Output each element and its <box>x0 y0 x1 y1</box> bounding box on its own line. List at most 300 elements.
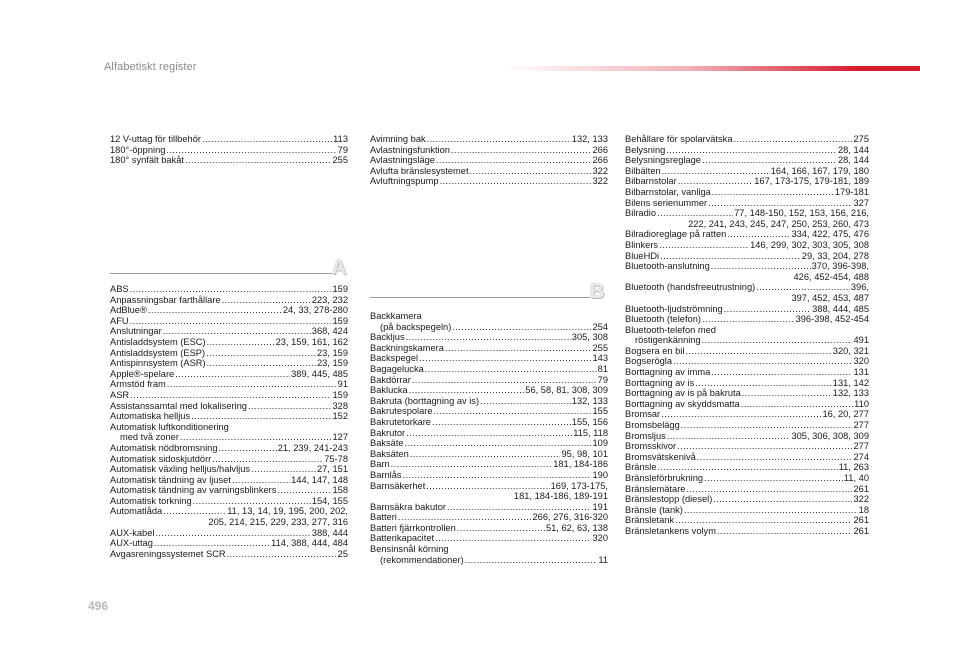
index-term: ABS <box>110 284 129 294</box>
index-entry <box>625 378 869 389</box>
index-entry <box>110 348 348 359</box>
index-page-refs: 79 <box>597 374 608 385</box>
dot-leader <box>227 549 337 560</box>
index-entry <box>625 409 869 420</box>
index-term: Bränsle <box>625 462 657 473</box>
dot-leader <box>697 452 853 463</box>
index-page-refs: 28, 144 <box>837 155 869 166</box>
dot-leader <box>741 399 853 410</box>
index-term: Backspegel <box>370 353 419 364</box>
index-entry <box>625 198 869 209</box>
index-page-refs: 396-398, 452-454 <box>795 314 869 325</box>
index-entry <box>625 367 869 378</box>
index-term: Bakruta (borttagning av is) <box>370 395 480 406</box>
index-term: Bogserögla <box>625 356 673 367</box>
index-entry <box>625 240 869 251</box>
index-term: AUX-kabel <box>110 527 155 538</box>
dot-leader <box>202 134 332 145</box>
dot-leader <box>427 134 571 145</box>
index-term: Bränsletankens volym <box>625 525 716 536</box>
index-entry <box>370 459 608 470</box>
index-entry <box>625 229 869 240</box>
index-term: Bilbarnstolar, vanliga <box>625 186 711 197</box>
index-entry-heading: Bensinsnål körning <box>370 544 449 555</box>
index-term: Bromsskivor <box>625 441 677 452</box>
index-page-refs: 11, 263 <box>838 462 869 473</box>
index-entry <box>110 326 348 337</box>
index-term: Bluetooth (handsfreeutrustning) <box>625 282 756 293</box>
index-term: Batteri <box>370 512 397 523</box>
dot-leader <box>163 506 226 517</box>
dot-leader <box>406 428 572 439</box>
dot-leader <box>154 538 270 549</box>
dot-leader <box>391 459 553 470</box>
index-term: Avgasreningssystemet SCR <box>110 548 226 559</box>
index-page-refs: 167, 173-175, 179-181, 189 <box>754 176 869 187</box>
dot-leader <box>419 353 591 364</box>
section-marker-a <box>110 258 348 282</box>
index-page-refs: 322 <box>853 494 869 505</box>
index-entry <box>370 166 608 177</box>
dot-leader <box>756 282 850 293</box>
index-entry <box>625 261 869 282</box>
index-page-refs: 23, 159, 161, 162 <box>275 336 348 347</box>
index-page-refs: 143 <box>592 353 608 364</box>
index-page-refs: 27, 151 <box>316 464 348 475</box>
dot-leader <box>695 378 832 389</box>
index-page-refs: 305, 306, 308, 309 <box>791 430 869 441</box>
dot-leader <box>191 411 331 422</box>
index-page-refs-continued: 181, 184-186, 189-191 <box>513 491 608 502</box>
index-term: Automatisk tändning av ljuset <box>110 474 231 485</box>
index-page-refs: 146, 299, 302, 303, 305, 308 <box>750 239 869 250</box>
dot-leader <box>206 348 316 359</box>
index-page-refs: 277 <box>853 441 869 452</box>
index-entry <box>625 356 869 367</box>
index-term: Avlastningsläge <box>370 155 435 166</box>
dot-leader <box>277 485 331 496</box>
dot-leader <box>724 304 811 315</box>
index-term: Blinkers <box>625 239 659 250</box>
dot-leader <box>742 388 832 399</box>
index-entry <box>370 176 608 187</box>
index-entry <box>625 282 869 303</box>
dot-leader <box>734 134 853 145</box>
index-term: 180°-öppning <box>110 144 166 155</box>
index-page-refs: 320, 321 <box>832 345 869 356</box>
index-entry <box>370 155 608 166</box>
dot-leader <box>451 145 592 156</box>
index-page-refs: 132, 133 <box>832 388 869 399</box>
index-term: Bränslemätare <box>625 483 686 494</box>
index-page-refs: 159 <box>332 315 348 326</box>
index-page-refs: 113 <box>333 134 348 144</box>
index-entry <box>370 555 608 566</box>
index-entry <box>625 304 869 315</box>
index-page-refs: 305, 308 <box>571 332 608 343</box>
index-page-refs-continued: 426, 452-454, 488 <box>793 271 869 282</box>
header-title: Alfabetiskt register <box>104 61 197 73</box>
section-divider <box>110 273 332 274</box>
index-term: Baklucka <box>370 385 408 396</box>
index-term: Antisladdsystem (ESP) <box>110 347 206 358</box>
index-page-refs: 75-78 <box>324 453 348 464</box>
index-entry-heading: Backkamera <box>370 311 422 321</box>
index-entry <box>625 208 869 229</box>
index-term: Bromsar <box>625 409 661 420</box>
dot-leader <box>470 166 592 177</box>
index-entry <box>370 385 608 396</box>
index-page-refs: 320 <box>853 356 869 367</box>
index-page-refs: 51, 62, 63, 138 <box>545 522 608 533</box>
index-entry <box>110 358 348 369</box>
index-page-refs: 223, 232 <box>311 294 348 305</box>
dot-leader <box>465 555 598 566</box>
index-entry <box>370 406 608 417</box>
index-term: Borttagning av imma <box>625 367 711 378</box>
index-entry <box>625 505 869 516</box>
index-term: Automatisk torkning <box>110 495 192 506</box>
index-page-refs: 11 <box>598 554 608 565</box>
dot-leader <box>661 409 821 420</box>
index-entry <box>110 284 348 295</box>
index-term: Barnlås <box>370 469 402 480</box>
index-entry <box>110 454 348 465</box>
index-term: AFU <box>110 315 129 326</box>
index-term: Bränsleförbrukning <box>625 473 704 483</box>
index-entry <box>370 544 608 555</box>
dot-leader <box>711 367 852 378</box>
index-page-refs: 109 <box>592 438 608 449</box>
index-page-refs: 11, 40 <box>843 473 869 483</box>
index-entry <box>370 134 608 145</box>
dot-leader <box>445 343 592 354</box>
index-page-refs: 25 <box>337 548 348 559</box>
index-term: Backningskamera <box>370 342 444 353</box>
dot-leader <box>673 356 852 367</box>
index-page-refs: 396, <box>850 282 869 293</box>
dot-leader <box>219 443 277 454</box>
index-term: Belysningsreglage <box>625 155 701 166</box>
index-entry <box>625 176 869 187</box>
index-term: Assistanssamtal med lokalisering <box>110 400 247 411</box>
index-entry <box>110 506 348 527</box>
index-entry <box>370 481 608 502</box>
index-page-refs: 261 <box>853 483 869 494</box>
index-entry <box>370 438 608 449</box>
dot-leader <box>677 441 852 452</box>
header-accent-bar <box>500 66 920 71</box>
index-entry <box>625 346 869 357</box>
index-term: 180° synfält bakåt <box>110 155 185 166</box>
index-page-refs: 254 <box>592 321 608 332</box>
dot-leader <box>658 462 838 473</box>
dot-leader <box>185 155 331 166</box>
index-page-refs: 261 <box>853 515 869 526</box>
index-term: 12 V-uttag för tillbehör <box>110 134 201 144</box>
index-term: Avlastningsfunktion <box>370 144 450 155</box>
index-page-refs: 368, 424 <box>311 326 348 337</box>
index-term: Borttagning av skyddsmatta <box>625 398 740 409</box>
index-column <box>625 134 869 537</box>
index-page-refs: 255 <box>592 342 608 353</box>
index-page-refs: 154, 155 <box>311 495 348 506</box>
index-term: Backljus <box>370 332 405 343</box>
index-term: Bakrutespolare <box>370 406 433 417</box>
index-entry <box>110 316 348 327</box>
index-page-refs: 56, 58, 81, 308, 309 <box>525 385 608 396</box>
index-term: Bränsle (tank) <box>625 504 683 515</box>
index-page-refs: 155, 156 <box>571 416 608 427</box>
dot-leader <box>457 523 545 534</box>
index-page-refs: 334, 422, 475, 476 <box>791 229 869 240</box>
index-entry <box>370 311 608 322</box>
dot-leader <box>675 515 852 526</box>
index-page-refs-continued: 397, 452, 453, 487 <box>791 292 869 303</box>
index-term: röstigenkänning <box>635 335 701 346</box>
dot-leader <box>163 326 311 337</box>
index-entry <box>110 295 348 306</box>
dot-leader <box>409 385 525 396</box>
index-page-refs: 131, 142 <box>832 377 869 388</box>
index-entry-heading: Automatisk luftkonditionering <box>110 421 229 432</box>
dot-leader <box>717 526 853 537</box>
index-page-refs: 91 <box>337 379 348 390</box>
index-entry <box>110 443 348 454</box>
index-column <box>110 284 348 559</box>
index-entry <box>370 417 608 428</box>
index-entry <box>370 396 608 407</box>
dot-leader <box>130 284 332 295</box>
index-page-refs: 255 <box>332 155 348 166</box>
index-column <box>370 134 608 187</box>
index-page-refs: 158 <box>332 485 348 496</box>
index-entry <box>110 549 348 560</box>
index-entry <box>110 337 348 348</box>
index-term: Barn <box>370 459 390 470</box>
dot-leader <box>704 473 843 484</box>
index-entry-heading: Bluetooth-telefon med <box>625 324 716 335</box>
index-term: Bluetooth-anslutning <box>625 261 710 272</box>
dot-leader <box>180 432 332 443</box>
dot-leader <box>657 208 733 219</box>
index-page-refs: 16, 20, 277 <box>822 409 869 420</box>
section-marker-b <box>370 282 606 306</box>
index-entry <box>625 314 869 325</box>
index-term: Bakdörrar <box>370 374 411 385</box>
index-entry <box>110 496 348 507</box>
index-entry <box>110 305 348 316</box>
index-page-refs: 23, 159 <box>316 358 348 369</box>
dot-leader <box>702 155 837 166</box>
index-entry <box>625 388 869 399</box>
index-term: Bogsera en bil <box>625 345 685 356</box>
index-entry <box>625 166 869 177</box>
dot-leader <box>702 335 853 346</box>
index-term: med två zoner <box>120 432 179 443</box>
dot-leader <box>685 346 831 357</box>
dot-leader <box>410 449 561 460</box>
page-number: 496 <box>88 599 109 613</box>
index-page-refs-continued: 222, 241, 243, 245, 247, 250, 253, 260, 473 <box>688 218 869 229</box>
index-entry <box>370 145 608 156</box>
dot-leader <box>412 375 597 386</box>
index-entry <box>110 411 348 422</box>
dot-leader <box>425 364 597 375</box>
index-page-refs: 114, 388, 444, 484 <box>271 538 348 549</box>
index-page-refs: 95, 98, 101 <box>561 448 608 459</box>
dot-leader <box>398 512 532 523</box>
index-page-refs: 191 <box>592 501 608 512</box>
index-entry <box>110 390 348 401</box>
index-term: Bakrutetorkare <box>370 416 431 427</box>
index-term: Anslutningar <box>110 326 162 337</box>
dot-leader <box>659 240 749 251</box>
index-term: Automatisk nödbromsning <box>110 442 218 453</box>
index-term: Belysning <box>625 144 666 155</box>
dot-leader <box>248 401 332 412</box>
index-term: (rekommendationer) <box>380 554 464 565</box>
index-entry <box>110 422 348 433</box>
index-term: AUX-uttag <box>110 538 153 549</box>
index-entry <box>625 335 869 346</box>
dot-leader <box>403 470 592 481</box>
index-term: Bilens serienummer <box>625 197 708 208</box>
index-entry <box>370 470 608 481</box>
index-entry <box>625 526 869 537</box>
index-page-refs: 159 <box>332 389 348 400</box>
index-entry <box>625 145 869 156</box>
index-page-refs: 11, 13, 14, 19, 195, 200, 202, <box>227 506 348 517</box>
index-term: Bilbarnstolar <box>625 176 677 187</box>
index-term: BlueHDi <box>625 250 660 261</box>
dot-leader <box>175 369 290 380</box>
index-term: Bilradio <box>625 208 657 219</box>
index-page-refs: 181, 184-186 <box>553 459 608 470</box>
index-page-refs: 81 <box>597 363 608 374</box>
dot-leader <box>666 145 837 156</box>
index-entry <box>625 155 869 166</box>
dot-leader <box>222 295 311 306</box>
index-term: Borttagning av is <box>625 377 695 388</box>
index-term: Anpassningsbar farthållare <box>110 294 221 305</box>
index-entry <box>110 432 348 443</box>
index-entry <box>370 332 608 343</box>
dot-leader <box>232 475 290 486</box>
index-entry <box>370 353 608 364</box>
index-page-refs: 190 <box>592 469 608 480</box>
dot-leader <box>713 494 852 505</box>
index-page-refs: 491 <box>853 335 869 346</box>
index-term: Automatlåda <box>110 506 163 517</box>
dot-leader <box>711 261 811 272</box>
index-term: Automatisk sidoskjutdörr <box>110 453 212 464</box>
index-entry <box>625 420 869 431</box>
dot-leader <box>166 145 336 156</box>
index-page-refs: 23, 159 <box>316 347 348 358</box>
dot-leader <box>702 314 795 325</box>
index-entry <box>625 325 869 336</box>
index-page-refs: 29, 33, 204, 278 <box>801 250 869 261</box>
index-entry <box>110 401 348 412</box>
index-term: Bilradioreglage på ratten <box>625 229 727 240</box>
dot-leader <box>686 484 852 495</box>
dot-leader <box>251 464 316 475</box>
index-term: Baksäten <box>370 448 409 459</box>
index-page-refs: 266 <box>592 155 608 166</box>
index-entry <box>110 145 348 156</box>
index-entry <box>625 473 869 484</box>
index-page-refs: 277 <box>853 420 869 431</box>
index-entry <box>370 523 608 534</box>
index-entry <box>370 533 608 544</box>
dot-leader <box>452 322 591 333</box>
index-entry <box>110 528 348 539</box>
section-letter: A <box>331 256 347 279</box>
index-entry <box>625 399 869 410</box>
dot-leader <box>193 496 311 507</box>
index-page-refs: 327 <box>853 197 869 208</box>
index-term: Automatisk tändning av varningsblinkers <box>110 485 277 496</box>
index-entry <box>625 484 869 495</box>
index-entry <box>110 464 348 475</box>
index-term: Bränsletank <box>625 515 675 526</box>
dot-leader <box>167 379 337 390</box>
index-entry <box>370 364 608 375</box>
index-term: Bilbälten <box>625 165 661 176</box>
section-letter: B <box>589 280 605 303</box>
index-page-refs: 322 <box>592 165 608 176</box>
index-column <box>370 311 608 565</box>
index-term: (på backspegeln) <box>380 321 452 332</box>
index-term: Barnsäkra bakutor <box>370 501 446 512</box>
index-page-refs: 77, 148-150, 152, 153, 156, 216, <box>734 208 869 219</box>
index-page-refs: 155 <box>592 406 608 417</box>
index-entry <box>110 538 348 549</box>
index-page-refs: 320 <box>592 533 608 544</box>
index-entry <box>110 475 348 486</box>
index-page-refs: 274 <box>853 451 869 462</box>
index-page-refs: 144, 147, 148 <box>291 474 348 485</box>
dot-leader <box>727 229 790 240</box>
index-entry <box>625 134 869 145</box>
index-page-refs: 115, 118 <box>573 427 608 438</box>
index-entry <box>370 428 608 439</box>
index-entry <box>625 187 869 198</box>
index-entry <box>370 512 608 523</box>
dot-leader <box>480 396 571 407</box>
index-term: Armstöd fram <box>110 379 166 390</box>
index-term: Antisladdsystem (ESC) <box>110 336 206 347</box>
index-page-refs: 275 <box>853 134 869 144</box>
index-term: Bromsbelägg <box>625 420 680 431</box>
dot-leader <box>207 337 275 348</box>
index-page-refs: 169, 173-175, <box>550 480 608 491</box>
dot-leader <box>681 420 853 431</box>
dot-leader <box>660 251 801 262</box>
dot-leader <box>426 481 549 492</box>
index-page-refs: 21, 239, 241-243 <box>277 442 348 453</box>
index-term: Behållare för spolarvätska <box>625 134 733 144</box>
index-page-refs: 261 <box>853 525 869 536</box>
index-page-refs: 132, 133 <box>571 395 608 406</box>
index-term: Borttagning av is på bakruta <box>625 388 741 399</box>
dot-leader <box>435 533 591 544</box>
index-page-refs: 322 <box>592 176 608 187</box>
dot-leader <box>207 358 316 369</box>
dot-leader <box>678 176 754 187</box>
index-term: Batterikapacitet <box>370 533 435 544</box>
